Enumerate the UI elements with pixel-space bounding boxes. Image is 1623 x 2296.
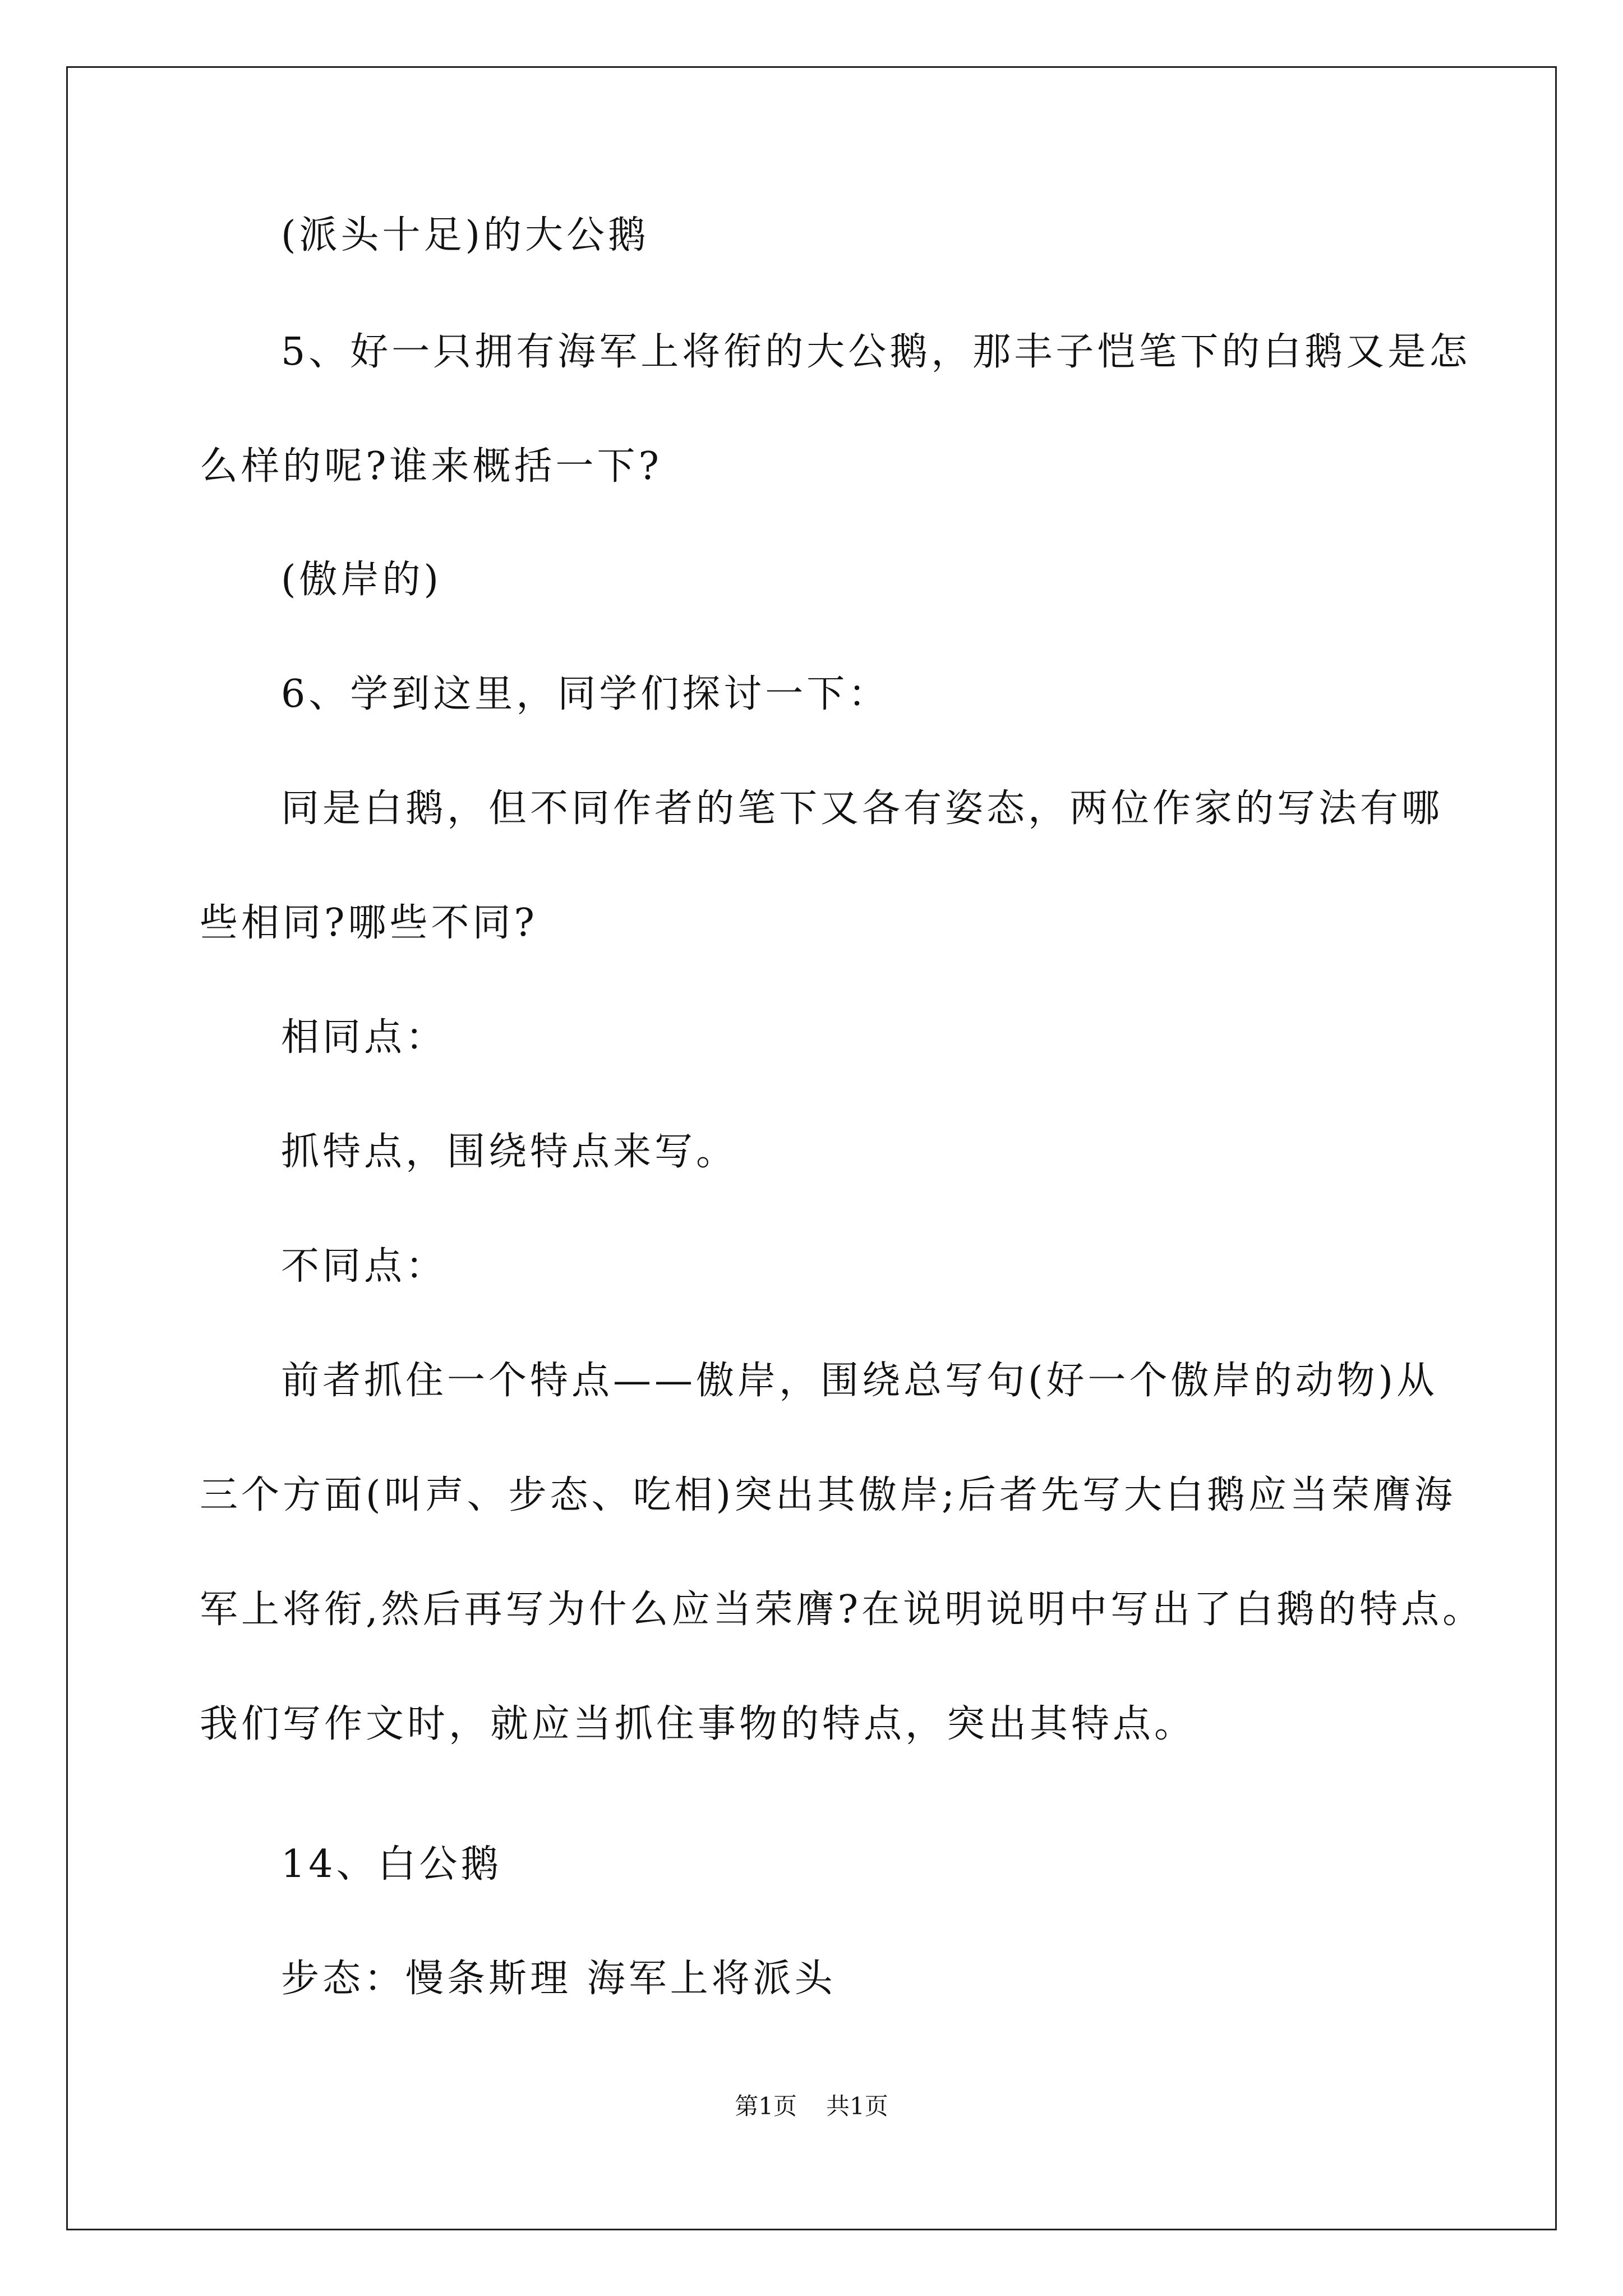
text-line: 抓特点，围绕特点来写。 (281, 1130, 738, 1174)
text-line: 么样的呢?谁来概括一下? (200, 444, 662, 489)
page-number-current: 第1页 (735, 2092, 797, 2120)
text-line: 我们写作文时，就应当抓住事物的特点，突出其特点。 (200, 1702, 1196, 1746)
text-line: 14、白公鹅 (281, 1842, 502, 1887)
text-line: 同是白鹅，但不同作者的笔下又各有姿态，两位作家的写法有哪 (281, 786, 1444, 831)
text-line: 些相同?哪些不同? (200, 901, 538, 945)
text-line: 不同点： (281, 1244, 448, 1289)
page-footer (0, 2092, 1623, 2120)
text-line: (傲岸的) (281, 558, 442, 602)
text-line: 步态：慢条斯理 海军上将派头 (281, 1957, 836, 2001)
text-line: 前者抓住一个特点——傲岸，围绕总写句(好一个傲岸的动物)从 (281, 1359, 1438, 1403)
page-number-total: 共1页 (826, 2092, 888, 2120)
text-line: 6、学到这里，同学们探讨一下： (281, 672, 890, 716)
text-line: (派头十足)的大公鹅 (281, 213, 650, 257)
text-line: 相同点： (281, 1015, 448, 1060)
text-line: 军上将衔,然后再写为什么应当荣膺?在说明说明中写出了白鹅的特点。 (200, 1588, 1484, 1632)
text-line: 5、好一只拥有海军上将衔的大公鹅，那丰子恺笔下的白鹅又是怎 (281, 330, 1471, 374)
text-line: 三个方面(叫声、步态、吃相)突出其傲岸;后者先写大白鹅应当荣膺海 (200, 1473, 1456, 1517)
